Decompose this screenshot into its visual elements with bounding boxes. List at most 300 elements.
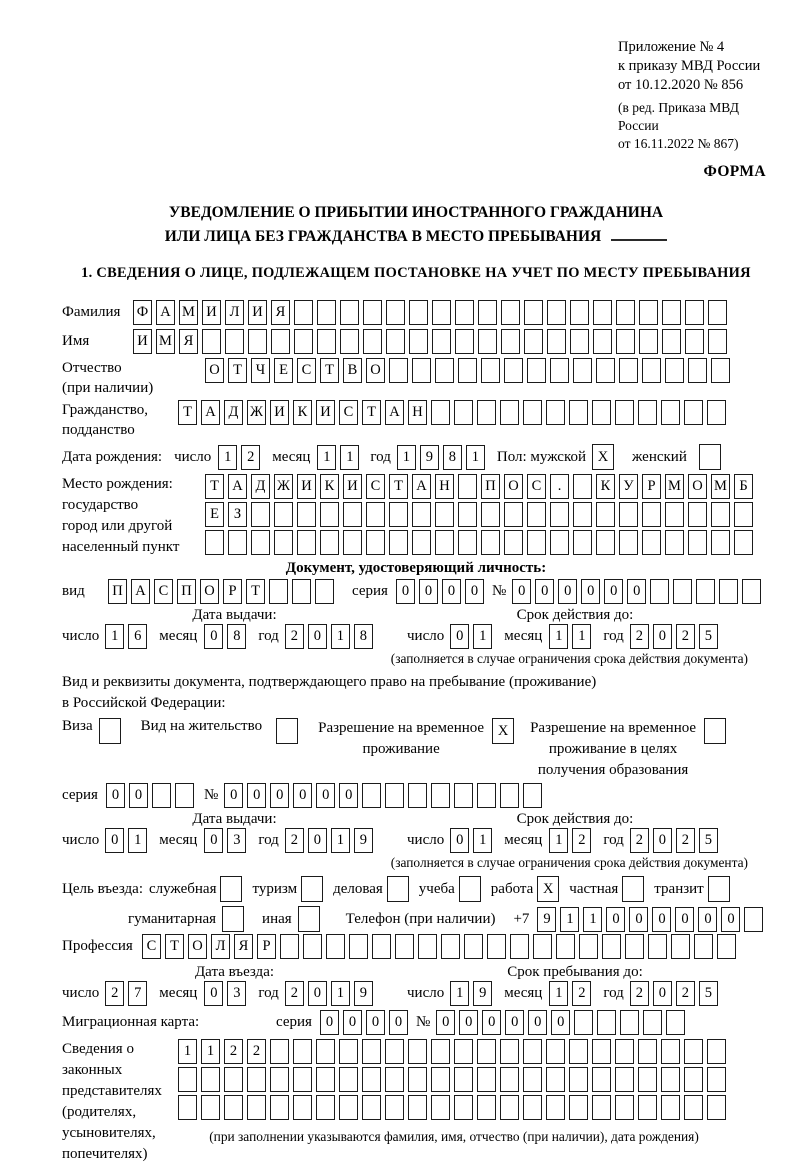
form-cell[interactable] [711,530,730,555]
form-cell[interactable]: 0 [204,828,223,853]
form-cell[interactable]: 5 [699,624,718,649]
form-cell[interactable] [349,934,368,959]
form-cell[interactable] [481,530,500,555]
form-cell[interactable]: А [228,474,247,499]
form-cell[interactable]: . [550,474,569,499]
form-cell[interactable] [638,1095,657,1120]
form-cell[interactable] [707,1067,726,1092]
form-cell[interactable]: М [711,474,730,499]
form-cell[interactable]: 0 [204,624,223,649]
form-cell[interactable] [409,329,428,354]
form-cell[interactable] [152,783,171,808]
form-cell[interactable] [592,400,611,425]
form-cell[interactable] [569,1039,588,1064]
form-cell[interactable]: 8 [227,624,246,649]
form-cell[interactable]: 0 [512,579,531,604]
form-cell[interactable]: К [293,400,312,425]
stay-month-input[interactable] [549,981,595,1006]
form-cell[interactable] [619,502,638,527]
form-cell[interactable] [734,530,753,555]
form-cell[interactable] [339,1095,358,1120]
form-cell[interactable] [431,400,450,425]
form-cell[interactable]: 0 [106,783,125,808]
doc-expiry-year-input[interactable] [630,624,722,649]
form-cell[interactable]: 0 [721,907,740,932]
form-cell[interactable] [201,1095,220,1120]
form-cell[interactable] [661,1039,680,1064]
form-cell[interactable] [99,718,121,744]
stay-day-input[interactable] [450,981,496,1006]
form-cell[interactable] [292,579,311,604]
form-cell[interactable]: Б [734,474,753,499]
doc-issue-day-input[interactable] [105,624,151,649]
purpose-private-checkbox[interactable] [622,876,648,902]
form-cell[interactable] [547,329,566,354]
purpose-humanitarian-checkbox[interactable] [222,906,248,932]
form-cell[interactable] [385,1095,404,1120]
form-cell[interactable]: К [596,474,615,499]
form-cell[interactable] [569,1067,588,1092]
form-cell[interactable] [481,358,500,383]
res-issue-month-input[interactable] [204,828,250,853]
form-cell[interactable] [477,1067,496,1092]
form-cell[interactable]: 0 [316,783,335,808]
form-cell[interactable]: 2 [247,1039,266,1064]
form-cell[interactable] [546,1095,565,1120]
form-cell[interactable]: 3 [227,828,246,853]
form-cell[interactable] [524,329,543,354]
form-cell[interactable]: Р [642,474,661,499]
form-cell[interactable] [454,1067,473,1092]
form-cell[interactable] [638,400,657,425]
form-cell[interactable] [593,300,612,325]
form-cell[interactable] [316,1039,335,1064]
form-cell[interactable]: 0 [308,981,327,1006]
form-cell[interactable] [458,530,477,555]
form-cell[interactable]: 9 [354,828,373,853]
birth-day-input[interactable] [218,445,264,470]
form-cell[interactable] [477,1095,496,1120]
form-cell[interactable] [464,934,483,959]
representatives-row2-input[interactable] [178,1067,730,1092]
form-cell[interactable]: 2 [224,1039,243,1064]
form-cell[interactable] [533,934,552,959]
form-cell[interactable]: 2 [572,828,591,853]
form-cell[interactable] [386,300,405,325]
form-cell[interactable] [596,530,615,555]
form-cell[interactable] [523,1039,542,1064]
form-cell[interactable] [707,1039,726,1064]
form-cell[interactable]: X [492,718,514,744]
form-cell[interactable] [642,358,661,383]
form-cell[interactable]: Ч [251,358,270,383]
form-cell[interactable]: Л [211,934,230,959]
form-cell[interactable]: 1 [397,445,416,470]
form-cell[interactable]: 5 [699,981,718,1006]
form-cell[interactable]: 1 [317,445,336,470]
form-cell[interactable] [385,1039,404,1064]
form-cell[interactable]: С [339,400,358,425]
form-cell[interactable]: 0 [396,579,415,604]
form-cell[interactable] [688,530,707,555]
visa-checkbox[interactable] [99,718,125,744]
form-cell[interactable] [340,329,359,354]
form-cell[interactable]: 9 [354,981,373,1006]
form-cell[interactable] [316,1095,335,1120]
form-cell[interactable] [205,530,224,555]
form-cell[interactable]: 2 [630,981,649,1006]
form-cell[interactable]: 2 [105,981,124,1006]
form-cell[interactable] [431,1039,450,1064]
form-cell[interactable] [343,502,362,527]
form-cell[interactable] [455,300,474,325]
form-cell[interactable] [316,1067,335,1092]
given-name-input[interactable] [133,329,731,354]
form-cell[interactable]: 9 [537,907,556,932]
form-cell[interactable] [684,1095,703,1120]
form-cell[interactable]: О [205,358,224,383]
form-cell[interactable] [504,358,523,383]
res-issue-day-input[interactable] [105,828,151,853]
form-cell[interactable] [708,876,730,902]
form-cell[interactable] [298,906,320,932]
form-cell[interactable]: Р [223,579,242,604]
form-cell[interactable]: 3 [227,981,246,1006]
form-cell[interactable] [222,906,244,932]
migcard-series-input[interactable] [320,1010,412,1035]
entry-month-input[interactable] [204,981,250,1006]
form-cell[interactable] [556,934,575,959]
form-cell[interactable] [500,1095,519,1120]
form-cell[interactable]: Я [179,329,198,354]
form-cell[interactable] [592,1067,611,1092]
form-cell[interactable] [343,530,362,555]
form-cell[interactable] [363,300,382,325]
form-cell[interactable] [510,934,529,959]
form-cell[interactable] [500,783,519,808]
form-cell[interactable]: 0 [606,907,625,932]
form-cell[interactable]: Д [224,400,243,425]
form-cell[interactable]: Я [271,300,290,325]
form-cell[interactable] [625,934,644,959]
form-cell[interactable]: 1 [178,1039,197,1064]
form-cell[interactable]: 2 [676,828,695,853]
form-cell[interactable] [432,329,451,354]
profession-input[interactable] [142,934,740,959]
form-cell[interactable] [650,579,669,604]
form-cell[interactable] [293,1095,312,1120]
form-cell[interactable] [711,502,730,527]
form-cell[interactable]: 2 [285,828,304,853]
form-cell[interactable]: Ж [247,400,266,425]
form-cell[interactable] [178,1095,197,1120]
form-cell[interactable]: 1 [583,907,602,932]
form-cell[interactable]: 0 [224,783,243,808]
res-expiry-day-input[interactable] [450,828,496,853]
form-cell[interactable] [276,718,298,744]
form-cell[interactable]: Т [246,579,265,604]
res-number-input[interactable] [224,783,546,808]
form-cell[interactable]: 0 [389,1010,408,1035]
form-cell[interactable] [527,502,546,527]
form-cell[interactable] [684,1039,703,1064]
purpose-transit-checkbox[interactable] [708,876,734,902]
form-cell[interactable] [592,1095,611,1120]
form-cell[interactable]: 0 [465,579,484,604]
res-series-input[interactable] [106,783,198,808]
form-cell[interactable] [662,329,681,354]
form-cell[interactable] [666,1010,685,1035]
form-cell[interactable] [665,358,684,383]
stay-year-input[interactable] [630,981,722,1006]
form-cell[interactable] [684,400,703,425]
form-cell[interactable] [500,1067,519,1092]
form-cell[interactable]: 6 [128,624,147,649]
form-cell[interactable] [569,1095,588,1120]
migcard-number-input[interactable] [436,1010,689,1035]
form-cell[interactable]: И [297,474,316,499]
form-cell[interactable] [293,1039,312,1064]
form-cell[interactable] [387,876,409,902]
form-cell[interactable] [593,329,612,354]
form-cell[interactable] [639,329,658,354]
phone-input[interactable] [537,907,767,932]
form-cell[interactable] [458,474,477,499]
form-cell[interactable]: Ж [274,474,293,499]
form-cell[interactable] [201,1067,220,1092]
form-cell[interactable] [619,530,638,555]
form-cell[interactable]: 0 [450,828,469,853]
form-cell[interactable]: Я [234,934,253,959]
form-cell[interactable] [389,358,408,383]
form-cell[interactable]: 2 [630,624,649,649]
form-cell[interactable]: 0 [551,1010,570,1035]
form-cell[interactable] [597,1010,616,1035]
form-cell[interactable] [622,876,644,902]
residence-permit-checkbox[interactable] [276,718,302,744]
form-cell[interactable] [665,502,684,527]
form-cell[interactable] [317,329,336,354]
form-cell[interactable]: И [202,300,221,325]
form-cell[interactable] [620,1010,639,1035]
form-cell[interactable]: 0 [129,783,148,808]
form-cell[interactable] [297,502,316,527]
form-cell[interactable]: Т [320,358,339,383]
form-cell[interactable]: X [592,444,614,470]
form-cell[interactable] [638,1067,657,1092]
form-cell[interactable] [228,530,247,555]
form-cell[interactable] [673,579,692,604]
form-cell[interactable] [569,400,588,425]
form-cell[interactable] [366,530,385,555]
form-cell[interactable] [363,329,382,354]
form-cell[interactable]: 0 [629,907,648,932]
form-cell[interactable]: 2 [572,981,591,1006]
form-cell[interactable] [385,783,404,808]
form-cell[interactable]: 0 [581,579,600,604]
form-cell[interactable] [707,1095,726,1120]
form-cell[interactable] [455,329,474,354]
birth-year-input[interactable] [397,445,489,470]
form-cell[interactable]: 8 [354,624,373,649]
form-cell[interactable] [527,358,546,383]
form-cell[interactable] [178,1067,197,1092]
form-cell[interactable] [642,530,661,555]
doc-expiry-month-input[interactable] [549,624,595,649]
form-cell[interactable]: Н [408,400,427,425]
form-cell[interactable] [412,502,431,527]
form-cell[interactable] [317,300,336,325]
form-cell[interactable] [615,1039,634,1064]
form-cell[interactable]: 1 [572,624,591,649]
form-cell[interactable]: 9 [473,981,492,1006]
form-cell[interactable] [504,502,523,527]
form-cell[interactable]: 2 [630,828,649,853]
birth-month-input[interactable] [317,445,363,470]
form-cell[interactable]: 0 [419,579,438,604]
form-cell[interactable] [320,502,339,527]
form-cell[interactable] [573,474,592,499]
form-cell[interactable] [478,329,497,354]
form-cell[interactable] [269,579,288,604]
form-cell[interactable]: 0 [627,579,646,604]
form-cell[interactable] [224,1095,243,1120]
form-cell[interactable] [688,358,707,383]
form-cell[interactable]: Е [205,502,224,527]
form-cell[interactable]: 2 [676,624,695,649]
purpose-study-checkbox[interactable] [459,876,485,902]
form-cell[interactable] [546,1039,565,1064]
form-cell[interactable]: Т [228,358,247,383]
form-cell[interactable]: У [619,474,638,499]
form-cell[interactable] [435,502,454,527]
form-cell[interactable]: 1 [331,624,350,649]
surname-input[interactable] [133,300,731,325]
form-cell[interactable] [412,358,431,383]
form-cell[interactable] [408,783,427,808]
form-cell[interactable] [418,934,437,959]
form-cell[interactable] [297,530,316,555]
form-cell[interactable] [573,502,592,527]
form-cell[interactable] [454,1039,473,1064]
form-cell[interactable] [247,1095,266,1120]
form-cell[interactable]: 1 [218,445,237,470]
form-cell[interactable]: Ф [133,300,152,325]
birthplace-row3-input[interactable] [205,530,757,555]
form-cell[interactable]: О [366,358,385,383]
form-cell[interactable] [696,579,715,604]
form-cell[interactable] [432,300,451,325]
form-cell[interactable]: К [320,474,339,499]
form-cell[interactable]: С [527,474,546,499]
form-cell[interactable]: М [156,329,175,354]
form-cell[interactable]: 0 [450,624,469,649]
form-cell[interactable] [602,934,621,959]
representatives-row3-input[interactable] [178,1095,730,1120]
form-cell[interactable] [707,400,726,425]
form-cell[interactable]: 1 [549,828,568,853]
form-cell[interactable]: 1 [473,624,492,649]
form-cell[interactable] [431,1067,450,1092]
birthplace-row2-input[interactable] [205,502,757,527]
form-cell[interactable] [386,329,405,354]
doc-number-input[interactable] [512,579,765,604]
form-cell[interactable] [431,1095,450,1120]
birthplace-row1-input[interactable] [205,474,757,499]
form-cell[interactable] [431,783,450,808]
form-cell[interactable]: С [142,934,161,959]
form-cell[interactable] [454,783,473,808]
form-cell[interactable]: 0 [247,783,266,808]
form-cell[interactable] [574,1010,593,1035]
form-cell[interactable]: 0 [535,579,554,604]
form-cell[interactable] [454,400,473,425]
form-cell[interactable]: О [688,474,707,499]
form-cell[interactable]: 0 [308,624,327,649]
form-cell[interactable] [639,300,658,325]
form-cell[interactable]: Н [435,474,454,499]
form-cell[interactable] [412,530,431,555]
form-cell[interactable] [362,783,381,808]
doc-expiry-day-input[interactable] [450,624,496,649]
form-cell[interactable] [734,502,753,527]
form-cell[interactable] [274,530,293,555]
form-cell[interactable]: X [537,876,559,902]
form-cell[interactable]: П [177,579,196,604]
form-cell[interactable] [719,579,738,604]
form-cell[interactable]: М [179,300,198,325]
form-cell[interactable] [385,1067,404,1092]
form-cell[interactable] [671,934,690,959]
form-cell[interactable] [501,300,520,325]
doc-type-input[interactable] [108,579,338,604]
form-cell[interactable] [293,1067,312,1092]
form-cell[interactable] [573,358,592,383]
form-cell[interactable]: 0 [675,907,694,932]
purpose-other-checkbox[interactable] [298,906,324,932]
form-cell[interactable] [661,1095,680,1120]
form-cell[interactable] [372,934,391,959]
form-cell[interactable] [225,329,244,354]
temp-residence-edu-checkbox[interactable] [704,718,730,744]
form-cell[interactable]: 0 [436,1010,455,1035]
form-cell[interactable]: 0 [442,579,461,604]
form-cell[interactable] [248,329,267,354]
form-cell[interactable] [389,502,408,527]
form-cell[interactable] [301,876,323,902]
form-cell[interactable]: Л [225,300,244,325]
entry-day-input[interactable] [105,981,151,1006]
form-cell[interactable] [487,934,506,959]
form-cell[interactable] [573,530,592,555]
form-cell[interactable]: 0 [653,828,672,853]
form-cell[interactable]: И [343,474,362,499]
form-cell[interactable] [500,400,519,425]
form-cell[interactable]: П [108,579,127,604]
form-cell[interactable]: И [316,400,335,425]
form-cell[interactable] [523,1095,542,1120]
form-cell[interactable]: 1 [473,828,492,853]
form-cell[interactable] [685,329,704,354]
form-cell[interactable] [362,1067,381,1092]
form-cell[interactable] [408,1095,427,1120]
form-cell[interactable] [481,502,500,527]
form-cell[interactable]: 0 [366,1010,385,1035]
form-cell[interactable]: 0 [698,907,717,932]
form-cell[interactable] [596,502,615,527]
form-cell[interactable] [662,300,681,325]
form-cell[interactable]: 1 [340,445,359,470]
